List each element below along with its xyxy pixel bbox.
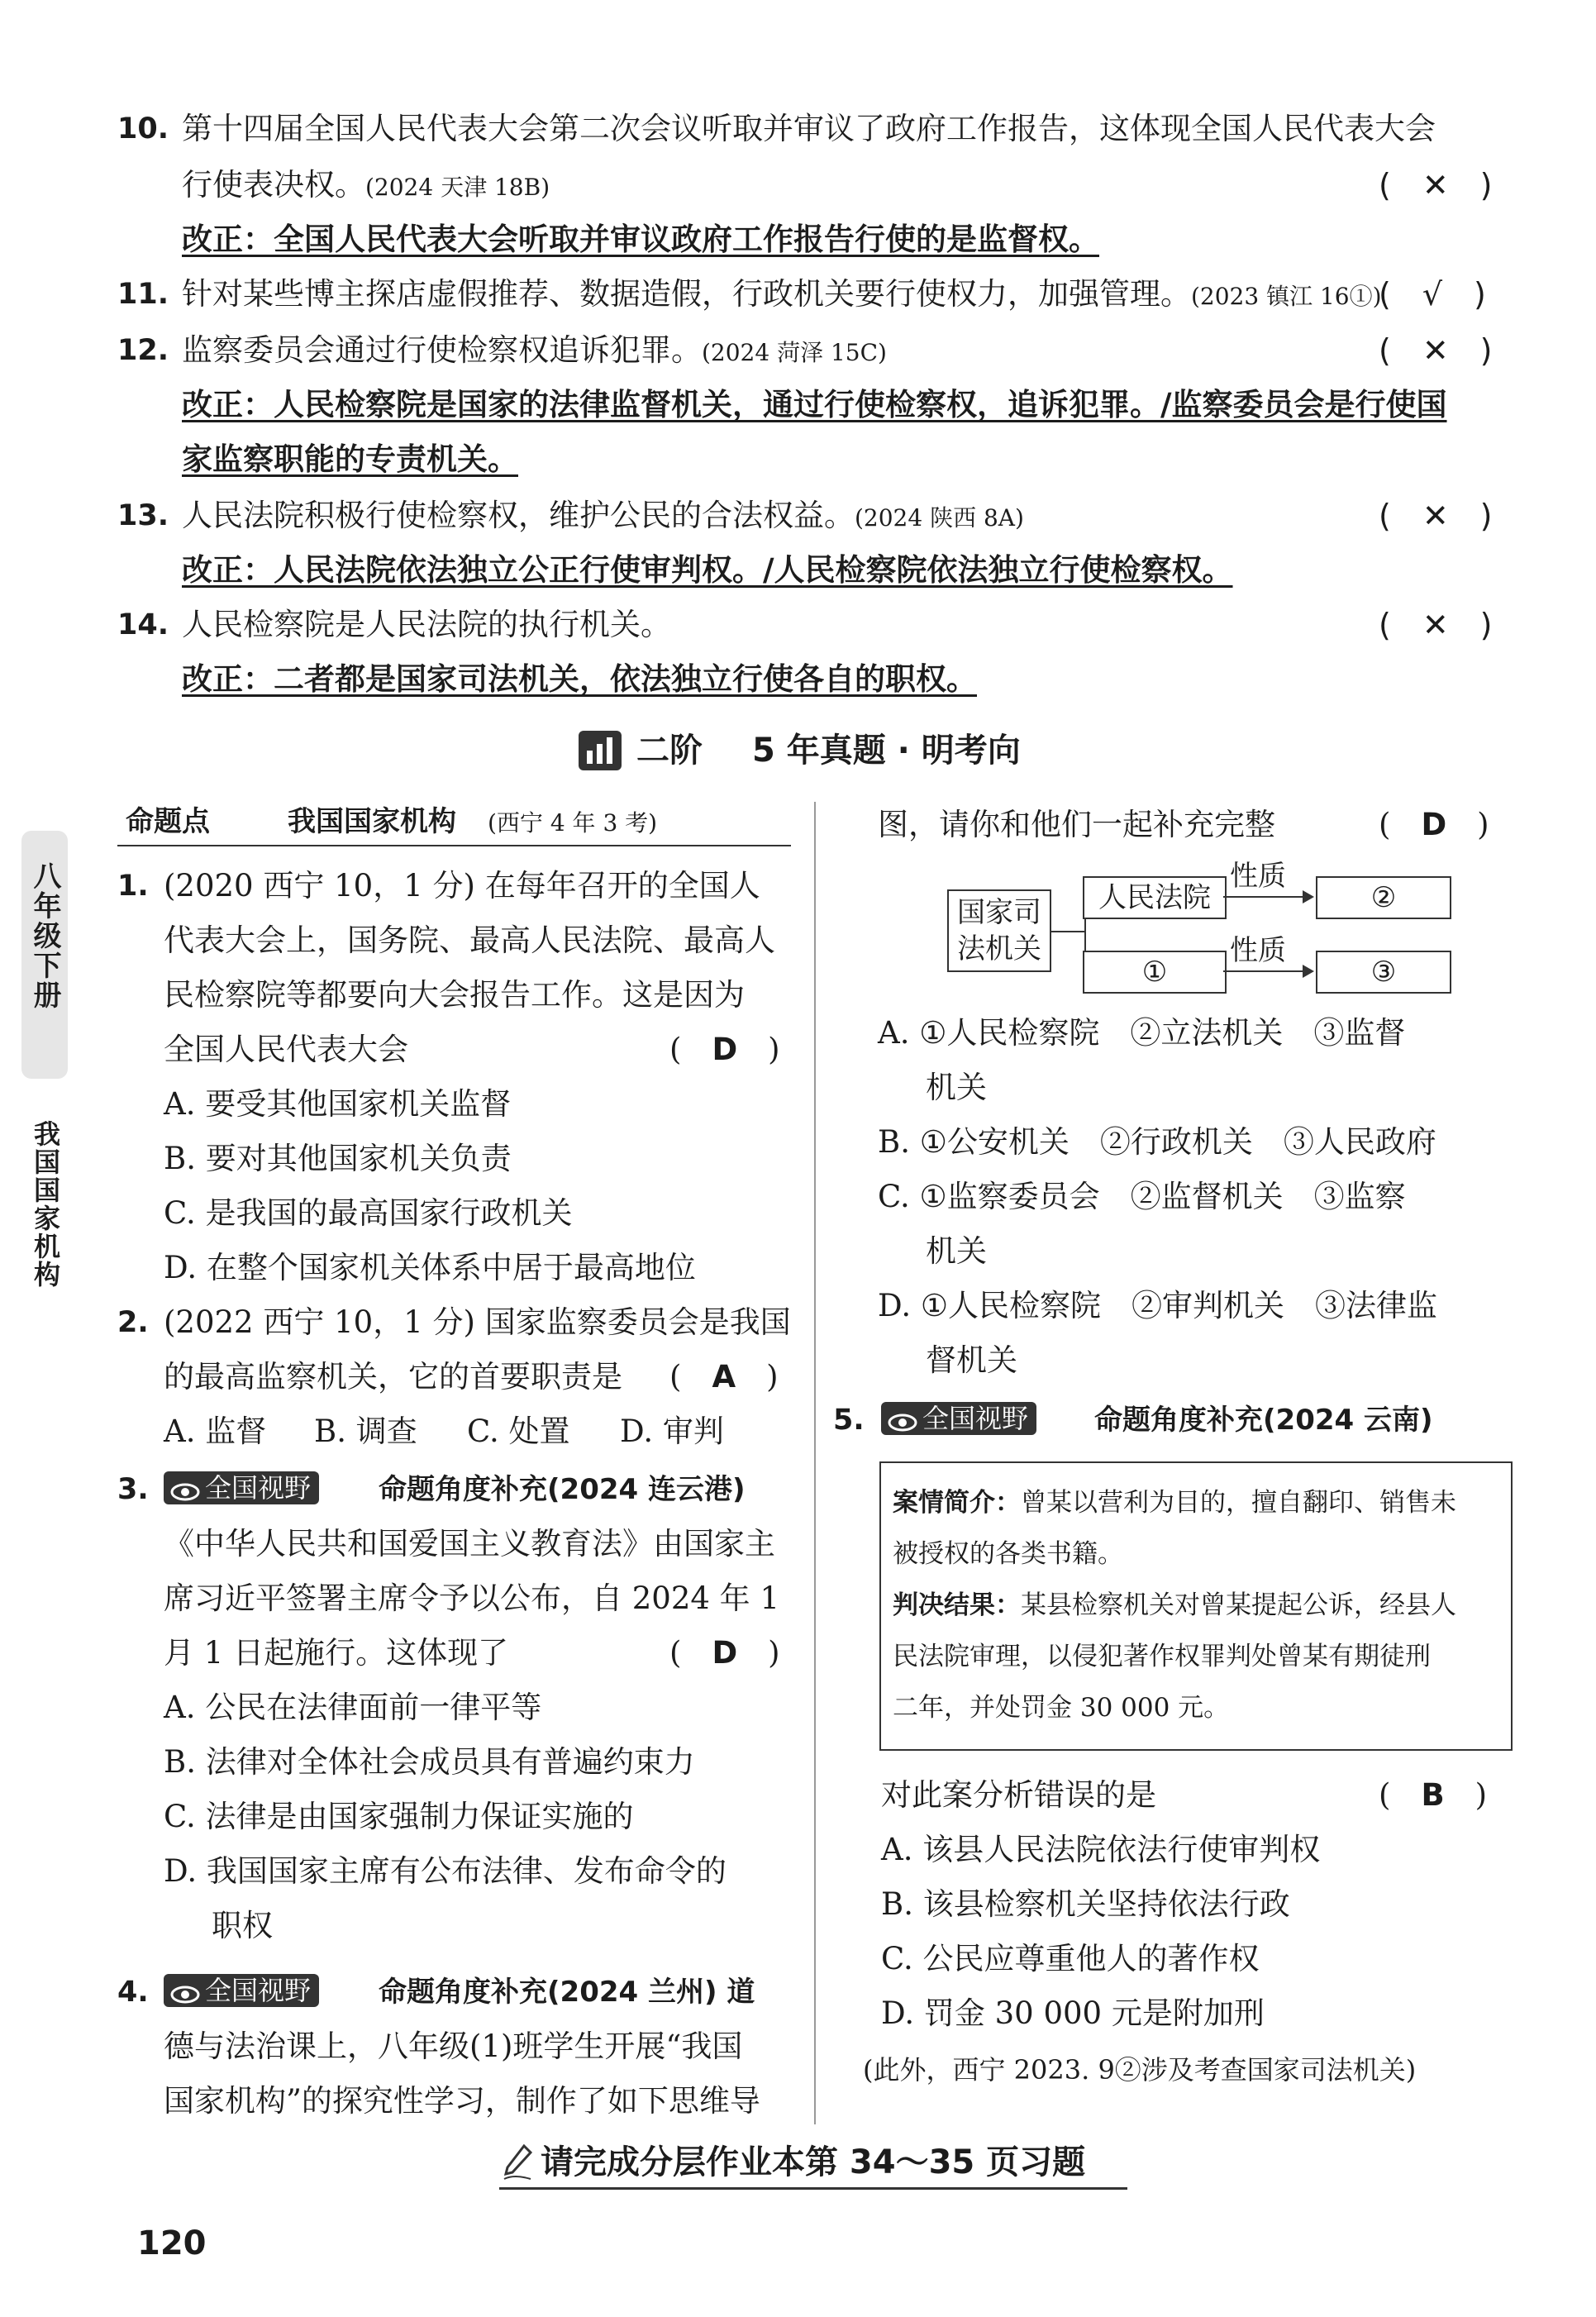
right-q5-option: C. 公民应尊重他人的著作权: [881, 1941, 1260, 1976]
left-q3-number: 3.: [117, 1473, 149, 1506]
q10-judgement: ( ✕ ): [1379, 167, 1493, 203]
left-q4-line: 德与法治课上，八年级(1)班学生开展“我国: [164, 2029, 743, 2064]
q13-source: (2024 陕西 8A): [855, 504, 1024, 532]
left-q1-option: A. 要受其他国家机关监督: [164, 1086, 512, 1122]
case-intro: 案情简介：曾某以营利为目的，擅自翻印、销售未: [893, 1488, 1456, 1518]
left-q3-line: 月 1 日起施行。这体现了: [164, 1635, 509, 1671]
diagram-nature-label: 性质: [1230, 860, 1286, 893]
diagram-root: 国家司法机关: [947, 889, 1051, 972]
right-q4-option: B. ①公安机关 ②行政机关 ③人民政府: [878, 1124, 1436, 1160]
left-q3-answer: ( D ): [669, 1635, 780, 1671]
diagram-court: 人民法院: [1083, 876, 1227, 919]
left-q1-line: 代表大会上，国务院、最高人民法院、最高人: [164, 923, 775, 958]
diagram-arrow: [1223, 896, 1306, 898]
left-q4-number: 4.: [117, 1976, 149, 2009]
left-q2-answer: ( A ): [669, 1359, 779, 1394]
right-q4-option-cont: 机关: [926, 1233, 987, 1269]
q13-number: 13.: [117, 499, 169, 532]
right-q5-question: 对此案分析错误的是: [881, 1777, 1156, 1813]
diagram-arrow: [1223, 970, 1306, 972]
topic-label: 命题点: [126, 805, 210, 838]
left-q1-line: 全国人民代表大会: [164, 1032, 408, 1067]
left-q2-line: (2022 西宁 10，1 分) 国家监察委员会是我国: [164, 1304, 791, 1340]
q12-correction-2: 家监察职能的专责机关。: [182, 441, 518, 477]
left-q3-line: 席习近平签署主席令予以公布，自 2024 年 1: [164, 1580, 779, 1616]
left-q1-option: B. 要对其他国家机关负责: [164, 1141, 512, 1176]
q10-correction: 改正：全国人民代表大会听取并审议政府工作报告行使的是监督权。: [182, 222, 1099, 257]
diagram-blank-2: ②: [1316, 876, 1451, 919]
left-q1-option: C. 是我国的最高国家行政机关: [164, 1195, 573, 1231]
case-result-label: 判决结果：: [893, 1590, 1021, 1620]
side-tab-chapter: 我国国家机构: [30, 1120, 61, 1289]
topic-rule: [117, 845, 791, 846]
q12-text: 监察委员会通过行使检察权追诉犯罪。(2024 菏泽 15C): [182, 332, 887, 368]
right-q5-option: A. 该县人民法院依法行使审判权: [881, 1832, 1321, 1867]
q13-text: 人民法院积极行使检察权，维护公民的合法权益。(2024 陕西 8A): [182, 498, 1024, 533]
right-q5-note: (此外，西宁 2023. 9②涉及考查国家司法机关): [863, 2054, 1417, 2086]
section-title: 5 年真题 · 明考向: [752, 732, 1021, 770]
bar-chart-icon: [579, 731, 622, 770]
diagram-blank-3: ③: [1316, 951, 1451, 994]
diagram-blank-1: ①: [1083, 951, 1227, 994]
topic-title: 我国国家机构: [288, 805, 456, 838]
left-q3-option: B. 法律对全体社会成员具有普遍约束力: [164, 1744, 695, 1780]
left-q3-option: A. 公民在法律面前一律平等: [164, 1690, 542, 1725]
q12-number: 12.: [117, 334, 169, 367]
side-tab-grade: 八年级下册: [28, 861, 61, 1010]
q11-number: 11.: [117, 278, 169, 311]
q12-judgement: ( ✕ ): [1379, 332, 1493, 369]
left-q1-line: (2020 西宁 10，1 分) 在每年召开的全国人: [164, 868, 760, 903]
q14-correction: 改正：二者都是国家司法机关，依法独立行使各自的职权。: [182, 661, 977, 697]
eye-icon: [888, 1414, 917, 1432]
left-q4-badge: 全国视野: [164, 1974, 319, 2007]
case-intro-label: 案情简介：: [893, 1488, 1021, 1518]
diagram-nature-label: 性质: [1230, 934, 1286, 967]
case-intro-2: 被授权的各类书籍。: [893, 1539, 1123, 1569]
q11-source: (2023 镇江 16①): [1191, 283, 1382, 310]
page-number: 120: [137, 2224, 207, 2262]
q13-judgement: ( ✕ ): [1379, 498, 1493, 534]
left-q2-line: 的最高监察机关，它的首要职责是: [164, 1359, 622, 1394]
case-result: 判决结果：某县检察机关对曾某提起公诉，经县人: [893, 1590, 1456, 1620]
left-q2-option: B. 调查: [314, 1414, 417, 1449]
q10-source: (2024 天津 18B): [365, 174, 550, 201]
left-q3-option-cont: 职权: [212, 1908, 273, 1943]
left-q1-number: 1.: [117, 870, 149, 903]
case-result-2: 民法院审理，以侵犯著作权罪判处曾某有期徒刑: [893, 1642, 1431, 1671]
left-q2-option: C. 处置: [467, 1414, 570, 1449]
arrow-head-icon: [1303, 965, 1314, 978]
right-q5-number: 5.: [833, 1404, 865, 1437]
left-q2-option: A. 监督: [164, 1414, 267, 1449]
q14-text: 人民检察院是人民法院的执行机关。: [182, 607, 671, 642]
diagram-connector: [1051, 931, 1084, 932]
right-q4-option-cont: 督机关: [926, 1342, 1017, 1378]
right-q5-badge: 全国视野: [881, 1402, 1036, 1435]
left-q3-option: C. 法律是由国家强制力保证实施的: [164, 1799, 634, 1834]
left-q3-head: 命题角度补充(2024 连云港): [379, 1473, 746, 1506]
right-q4-option: D. ①人民检察院 ②审判机关 ③法律监: [878, 1288, 1438, 1323]
q12-correction: 改正：人民检察院是国家的法律监督机关，通过行使检察权，追诉犯罪。/监察委员会是行使国: [182, 387, 1447, 422]
q10-number: 10.: [117, 112, 169, 145]
eye-icon: [170, 1986, 200, 2004]
right-q5-head: 命题角度补充(2024 云南): [1094, 1404, 1433, 1437]
q11-judgement: ( √ ): [1379, 276, 1486, 312]
case-result-3: 二年，并处罚金 30 000 元。: [893, 1693, 1230, 1723]
column-divider: [814, 802, 816, 2124]
right-q4-stem: 图，请你和他们一起补充完整: [878, 807, 1275, 842]
right-q4-option: C. ①监察委员会 ②监督机关 ③监察: [878, 1179, 1406, 1214]
right-q5-option: B. 该县检察机关坚持依法行政: [881, 1886, 1290, 1922]
left-q2-option: D. 审判: [620, 1414, 724, 1449]
q10-text: 第十四届全国人民代表大会第二次会议听取并审议了政府工作报告，这体现全国人民代表大会: [182, 111, 1436, 146]
q11-text: 针对某些博主探店虚假推荐、数据造假，行政机关要行使权力，加强管理。(2023 镇江 16①): [182, 276, 1382, 312]
homework-note: 请完成分层作业本第 34～35 页习题: [541, 2143, 1086, 2181]
left-q4-head: 命题角度补充(2024 兰州) 道: [379, 1976, 755, 2009]
right-q5-answer: ( B ): [1379, 1777, 1488, 1813]
left-q1-line: 民检察院等都要向大会报告工作。这是因为: [164, 977, 745, 1013]
left-q1-option: D. 在整个国家机关体系中居于最高地位: [164, 1250, 696, 1285]
left-q4-line: 国家机构”的探究性学习，制作了如下思维导: [164, 2083, 760, 2119]
eye-icon: [170, 1483, 200, 1501]
left-q3-badge: 全国视野: [164, 1471, 319, 1504]
left-q1-answer: ( D ): [669, 1032, 780, 1067]
topic-note: (西宁 4 年 3 考): [488, 809, 658, 837]
homework-underline: [499, 2187, 1127, 2190]
q10-text-2: 行使表决权。(2024 天津 18B): [182, 167, 550, 203]
section-level: 二阶: [636, 732, 703, 770]
left-q3-line: 《中华人民共和国爱国主义教育法》由国家主: [164, 1526, 775, 1561]
right-q4-option-cont: 机关: [926, 1070, 987, 1105]
right-q4-option: A. ①人民检察院 ②立法机关 ③监督: [878, 1015, 1406, 1051]
q12-source: (2024 菏泽 15C): [702, 339, 887, 366]
left-q3-option: D. 我国国家主席有公布法律、发布命令的: [164, 1853, 727, 1889]
arrow-head-icon: [1303, 890, 1314, 903]
right-q5-option: D. 罚金 30 000 元是附加刑: [881, 1995, 1265, 2031]
q14-judgement: ( ✕ ): [1379, 607, 1493, 643]
q14-number: 14.: [117, 608, 169, 641]
left-q2-number: 2.: [117, 1306, 149, 1339]
right-q4-answer: ( D ): [1379, 807, 1489, 842]
q13-correction: 改正：人民法院依法独立公正行使审判权。/人民检察院依法独立行使检察权。: [182, 552, 1233, 588]
pencil-icon: [503, 2144, 532, 2181]
